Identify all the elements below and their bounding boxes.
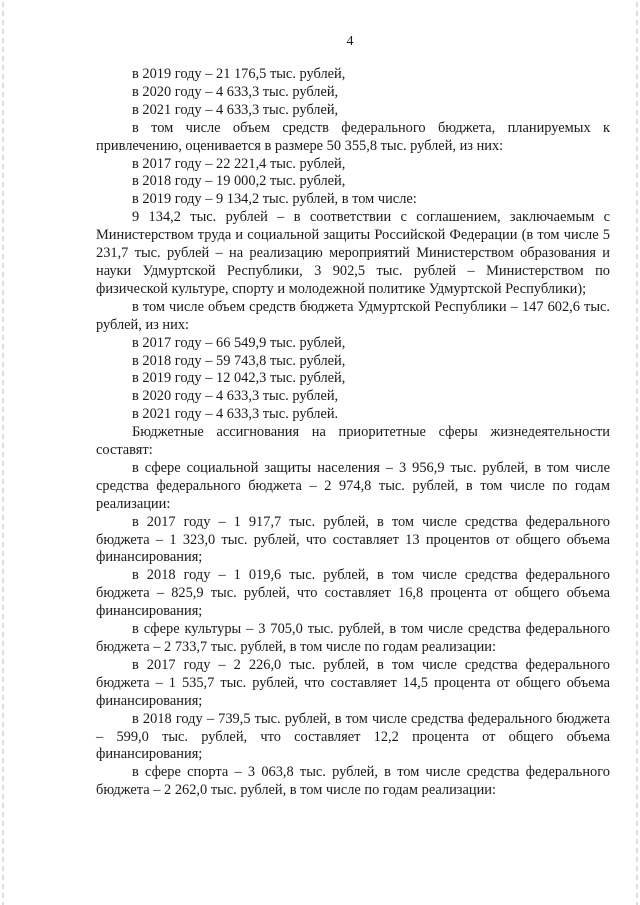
paragraph: в 2017 году – 22 221,4 тыс. рублей, [132, 155, 346, 172]
paragraph: в 2019 году – 21 176,5 тыс. рублей, [132, 66, 346, 82]
paragraph: в 2018 году – 59 743,8 тыс. рублей, [132, 352, 346, 369]
paragraph: Бюджетные ассигнования на приоритетные сферы жизнедеятельности составят: [96, 424, 610, 459]
paragraph: в 2018 году – 739,5 тыс. рублей, в том числе средства федерального бюджета – 599,0 тыс. рублей, что составляет 12,2 процента от общего объема финансирования; [96, 710, 610, 763]
paragraph: в 2021 году – 4 633,3 тыс. рублей. [132, 406, 339, 423]
paragraph: в сфере социальной защиты населения – 3 956,9 тыс. рублей, в том числе средства федерального бюджета – 2 974,8 тыс. рублей, в том числе по годам реализации: [96, 459, 610, 512]
paragraph: в 2021 году – 4 633,3 тыс. рублей, [132, 101, 339, 118]
paragraph: в сфере культуры – 3 705,0 тыс. рублей, в том числе средства федерального бюджета – 2 733,7 тыс. рублей, в том числе по годам реализации: [96, 621, 610, 655]
paragraph: 9 134,2 тыс. рублей – в соответствии с соглашением, заключаемым с Министерством труда и социальной защиты Российской Федерации (в том числе 5 231,7 тыс. рублей – на реализацию мероприятий Министерством образования и науки Удмуртской Республики, 3 902,5 тыс. рублей – Министерством по физической культуре, спорту и молодежной политике Удмуртской Республики); [96, 209, 610, 297]
paragraph: в 2020 году – 4 633,3 тыс. рублей, [132, 388, 339, 405]
document-body [96, 66, 610, 800]
paragraph: в сфере спорта – 3 063,8 тыс. рублей, в том числе средства федерального бюджета – 2 262,0 тыс. рублей, в том числе по годам реализации: [96, 764, 610, 799]
paragraph: в 2019 году – 9 134,2 тыс. рублей, в том числе: [132, 191, 417, 208]
page-number: 4 [346, 34, 354, 49]
paragraph: в том числе объем средств федерального бюджета, планируемых к привлечению, оценивается в размере 50 355,8 тыс. рублей, из них: [96, 119, 610, 154]
paragraph: в 2020 году – 4 633,3 тыс. рублей, [132, 83, 339, 100]
paragraph: в 2017 году – 66 549,9 тыс. рублей, [132, 334, 346, 351]
paragraph: в том числе объем средств бюджета Удмуртской Республики – 147 602,6 тыс. рублей, из них: [96, 298, 610, 333]
scan-edge-right [636, 0, 638, 905]
paragraph: в 2018 году – 19 000,2 тыс. рублей, [132, 173, 346, 190]
scan-edge-left [2, 0, 4, 905]
paragraph: в 2017 году – 1 917,7 тыс. рублей, в том числе средства федерального бюджета – 1 323,0 тыс. рублей, что составляет 13 процентов от общего объема финансирования; [96, 513, 610, 566]
paragraph: в 2019 году – 12 042,3 тыс. рублей, [132, 370, 346, 387]
paragraph: в 2017 году – 2 226,0 тыс. рублей, в том числе средства федерального бюджета – 1 535,7 тыс. рублей, что составляет 14,5 процента от общего объема финансирования; [96, 656, 610, 709]
paragraph: в 2018 году – 1 019,6 тыс. рублей, в том числе средства федерального бюджета – 825,9 тыс. рублей, что составляет 16,8 процента от общего объема финансирования; [96, 567, 610, 620]
